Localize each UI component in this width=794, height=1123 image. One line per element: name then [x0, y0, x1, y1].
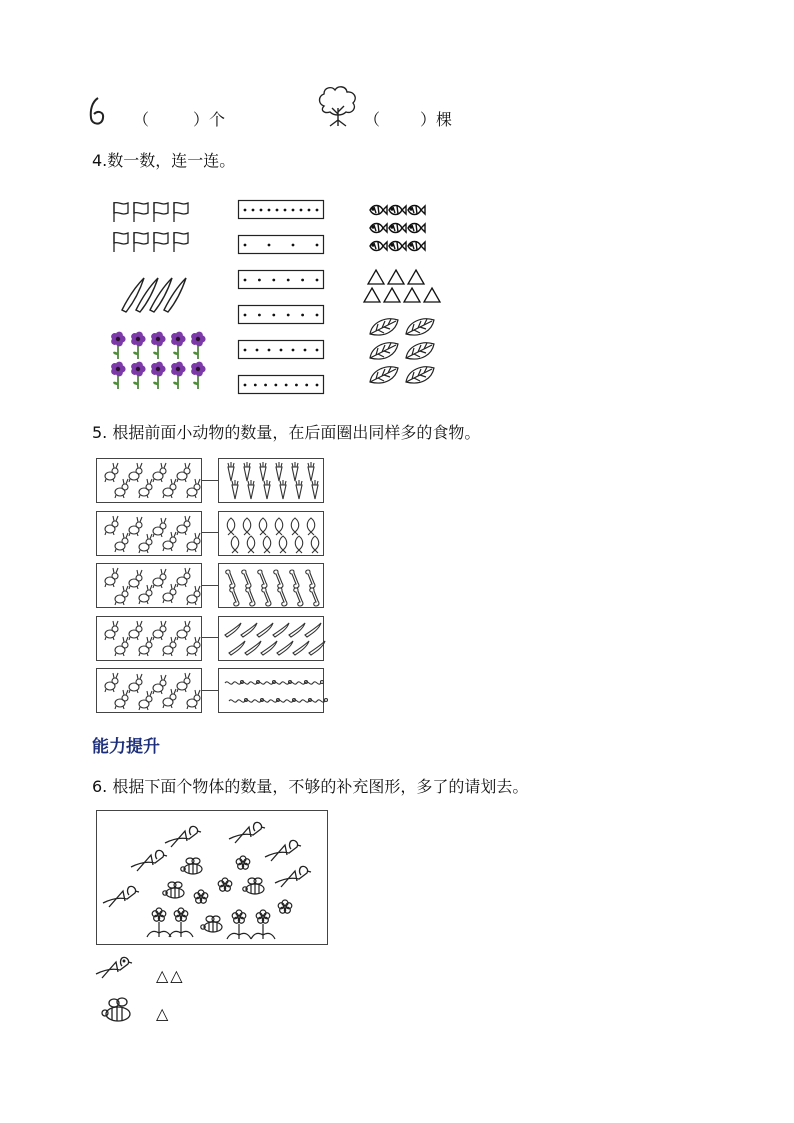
- scene-bee: [243, 878, 264, 894]
- rabbit-icon: [97, 459, 201, 502]
- unit-label: 棵: [436, 110, 453, 129]
- dot: [244, 279, 247, 282]
- scene-bird: [229, 822, 265, 843]
- leaf-group: [368, 316, 440, 392]
- scene-box: [96, 810, 328, 945]
- scene-flower: [218, 878, 232, 891]
- scene-flower: [147, 908, 171, 937]
- dot: [258, 314, 261, 317]
- connector-line: [201, 690, 218, 691]
- bird-icon: [94, 952, 134, 986]
- dot: [244, 244, 247, 247]
- dot: [308, 209, 311, 212]
- bone-icon: [219, 564, 323, 607]
- dot: [258, 279, 261, 282]
- dot: [244, 209, 247, 212]
- scene-bee: [201, 916, 222, 932]
- animal-box: [96, 616, 202, 661]
- unit-label: 个: [209, 110, 226, 129]
- dot-box[interactable]: [238, 375, 324, 395]
- dot: [295, 384, 298, 387]
- flower-group: [108, 330, 212, 394]
- food-box[interactable]: [218, 668, 324, 713]
- dot-box[interactable]: [238, 235, 324, 255]
- flag-group: [112, 200, 198, 260]
- dot: [244, 314, 247, 317]
- dot-box[interactable]: [238, 270, 324, 290]
- scene-bird: [275, 866, 311, 887]
- food-box[interactable]: [218, 563, 324, 608]
- bee-triangles[interactable]: △: [156, 1004, 169, 1023]
- answer-blank-2[interactable]: [364, 107, 452, 130]
- dot: [301, 279, 304, 282]
- chicken-icon: [97, 669, 201, 712]
- scene-flower: [194, 890, 208, 903]
- dot: [301, 314, 304, 317]
- banana-icon: [219, 617, 323, 660]
- carrot-icon: [219, 459, 323, 502]
- dot: [274, 384, 277, 387]
- connector-line: [201, 637, 218, 638]
- fish-group: [368, 202, 428, 262]
- animal-box: [96, 511, 202, 556]
- food-box[interactable]: [218, 458, 324, 503]
- matching-table: [96, 458, 326, 714]
- animal-box: [96, 563, 202, 608]
- dot: [272, 314, 275, 317]
- paren-left: （: [133, 110, 150, 129]
- scene-bird: [103, 886, 139, 907]
- section-title: 能力提升: [92, 737, 160, 757]
- dot: [256, 349, 259, 352]
- cat-icon: [97, 512, 201, 555]
- dot: [260, 209, 263, 212]
- triangle-group: [364, 268, 444, 308]
- connector-line: [201, 480, 218, 481]
- scene-flower: [227, 910, 251, 939]
- food-box[interactable]: [218, 616, 324, 661]
- dot: [268, 244, 271, 247]
- dot: [304, 349, 307, 352]
- worm-icon: [219, 669, 323, 712]
- dot: [316, 279, 319, 282]
- connector-line: [201, 532, 218, 533]
- question-6-title: 6. 根据下面个物体的数量，不够的补充图形，多了的请划去。: [92, 777, 529, 796]
- dot-box[interactable]: [238, 305, 324, 325]
- dot: [316, 244, 319, 247]
- dot: [244, 384, 247, 387]
- paren-right: ）: [420, 110, 437, 129]
- dot: [268, 349, 271, 352]
- dot-box-column: [238, 200, 324, 392]
- tree-icon: [316, 84, 360, 132]
- dot: [268, 209, 271, 212]
- fish-icon: [219, 512, 323, 555]
- scene-bee: [163, 882, 184, 898]
- question-4-title: 4.数一数，连一连。: [92, 151, 236, 170]
- scene-flower: [278, 900, 292, 913]
- dot-box[interactable]: [238, 340, 324, 360]
- dot: [287, 314, 290, 317]
- dot: [254, 384, 257, 387]
- dot: [252, 209, 255, 212]
- seed-icon: [88, 96, 106, 132]
- bee-icon: [100, 996, 134, 1028]
- dot: [316, 384, 319, 387]
- bird-triangles[interactable]: △△: [156, 966, 185, 985]
- paren-right: ）: [193, 110, 210, 129]
- scene-flower: [236, 856, 250, 869]
- dot: [292, 209, 295, 212]
- dot: [244, 349, 247, 352]
- dot: [292, 349, 295, 352]
- dot: [264, 384, 267, 387]
- scene-flower: [169, 908, 193, 937]
- question-5-title: 5. 根据前面小动物的数量，在后面圈出同样多的食物。: [92, 423, 481, 442]
- dot: [305, 384, 308, 387]
- scene-bee: [181, 858, 202, 874]
- banana-group: [118, 274, 188, 318]
- dot: [316, 349, 319, 352]
- answer-blank-1[interactable]: [133, 107, 225, 130]
- dot: [292, 244, 295, 247]
- connector-line: [201, 585, 218, 586]
- dot: [285, 384, 288, 387]
- food-box[interactable]: [218, 511, 324, 556]
- scene-bird: [265, 840, 301, 861]
- paren-left: （: [364, 110, 381, 129]
- dot: [276, 209, 279, 212]
- animal-box: [96, 458, 202, 503]
- dot: [272, 279, 275, 282]
- dot: [280, 349, 283, 352]
- monkey-icon: [97, 617, 201, 660]
- dot: [316, 314, 319, 317]
- dot: [284, 209, 287, 212]
- scene-bird: [131, 850, 167, 871]
- dog-icon: [97, 564, 201, 607]
- dot-box[interactable]: [238, 200, 324, 220]
- dot: [300, 209, 303, 212]
- dot: [287, 279, 290, 282]
- animal-box: [96, 668, 202, 713]
- scene-flower: [251, 910, 275, 939]
- dot: [316, 209, 319, 212]
- scene-bird: [165, 826, 201, 847]
